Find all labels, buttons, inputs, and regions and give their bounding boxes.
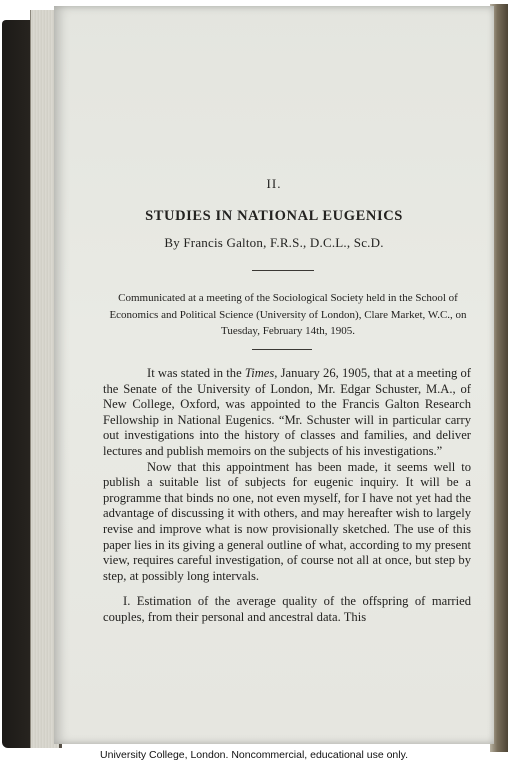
newspaper-name: Times: [244, 366, 275, 380]
divider-rule: [252, 270, 314, 271]
paragraph-1: [103, 366, 471, 460]
divider-rule: [252, 349, 312, 350]
author-line: [54, 235, 494, 251]
article-body: [103, 366, 471, 626]
author-prefix: By: [164, 235, 180, 250]
communicated-note: Communicated at a meeting of the Sociological Society held in the School of Economics and Political Science (University of London), Clare Market, W.C., on Tuesday, February 14th, 1905.: [109, 292, 467, 337]
book-page: [54, 6, 494, 744]
image-caption: University College, London. Noncommercial, educational use only.: [100, 749, 408, 761]
paragraph-text: It was stated in the: [147, 366, 245, 380]
author-name: Francis Galton, F.R.S., D.C.L., Sc.D.: [183, 235, 384, 250]
paragraph-2: Now that this appointment has been made, it seems well to publish a suitable list of subjects for eugenic inquiry. It will be a programme that binds no one, not even myself, for I have not yet had the advantage of discussing it with others, and may hereafter wish to largely revise and improve what is now provisionally sketched. The use of this paper lies in its giving a general outline of what, according to my present view, requires careful investigation, of course not all at once, but step by step, at possibly long intervals.: [103, 459, 471, 583]
section-numeral: II.: [266, 176, 282, 191]
article-title: STUDIES IN NATIONAL EUGENICS: [145, 208, 403, 224]
paragraph-text: , January 26, 1905, that at a meeting of the Senate of the University of London, Mr. Edgar Schuster, M.A., of New College, Oxford, was appointed to the Francis Galton Research Fellowship in National Eugenics. “Mr. Schuster will in particular carry out investigations into the history of classes and families, and deliver lectures and publish memoirs on the subjects of his investigations.”: [103, 366, 471, 458]
paragraph-3: I. Estimation of the average quality of the offspring of married couples, from their personal and ancestral data. This: [103, 594, 471, 624]
